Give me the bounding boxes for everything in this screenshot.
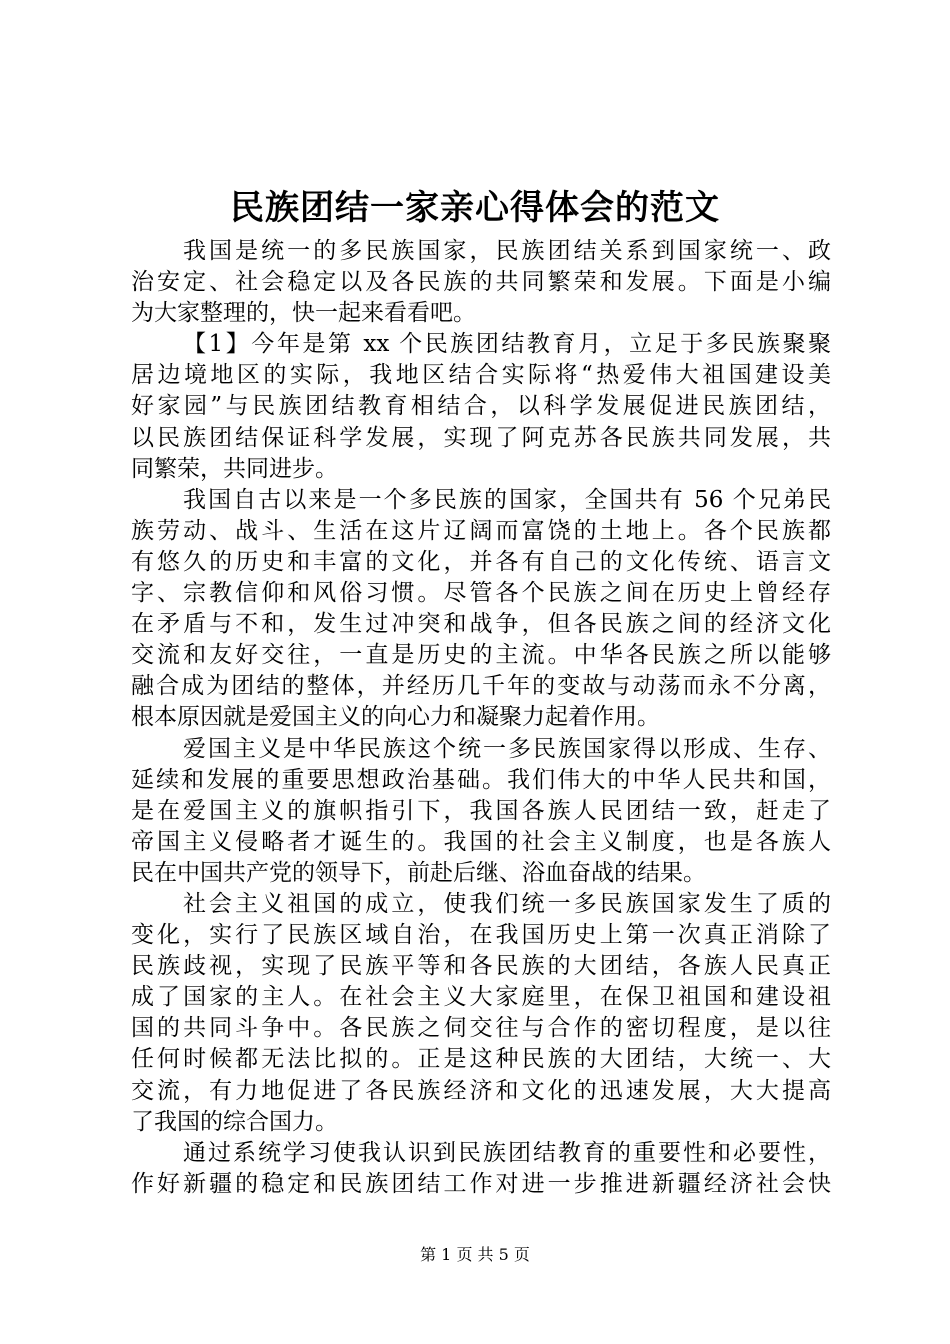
text-line: 社会主义祖国的成立，使我们统一多民族国家发生了质的: [183, 890, 831, 917]
text-line: 我国是统一的多民族国家，民族团结关系到国家统一、政: [183, 238, 831, 264]
text-line: 我国自古以来是一个多民族的国家，全国共有 56 个兄弟民: [183, 486, 831, 513]
paragraph: [131, 1138, 831, 1200]
text-line: 在矛盾与不和，发生过冲突和战争，但各民族之间的经济文化: [131, 611, 831, 638]
text-line: 字、宗教信仰和风俗习惯。尽管各个民族之间在历史上曾经存: [131, 580, 831, 607]
text-line: 治安定、社会稳定以及各民族的共同繁荣和发展。下面是小编: [131, 269, 831, 296]
text-line: 变化，实行了民族区域自治，在我国历史上第一次真正消除了: [131, 922, 831, 949]
text-line: 根本原因就是爱国主义的向心力和凝聚力起着作用。: [131, 704, 660, 731]
text-line: 任何时候都无法比拟的。正是这种民族的大团结，大统一、大: [131, 1046, 831, 1073]
text-line: 通过系统学习使我认识到民族团结教育的重要性和必要性，: [183, 1139, 831, 1166]
text-line: 帝国主义侵略者才诞生的。我国的社会主义制度，也是各族人: [131, 828, 831, 855]
text-line: 成了国家的主人。在社会主义大家庭里，在保卫祖国和建设祖: [131, 984, 831, 1011]
text-line: 融合成为团结的整体，并经历几千年的变故与动荡而永不分离，: [131, 673, 831, 700]
text-line: 民族歧视，实现了民族平等和各民族的大团结，各族人民真正: [131, 953, 831, 980]
text-line: 是在爱国主义的旗帜指引下，我国各族人民团结一致，赶走了: [131, 797, 831, 824]
document-title: 民族团结一家亲心得体会的范文: [230, 188, 720, 228]
text-line: 民在中国共产党的领导下，前赴后继、浴血奋战的结果。: [131, 859, 706, 886]
paragraph: [131, 236, 831, 329]
text-line: 交流和友好交往，一直是历史的主流。中华各民族之所以能够: [131, 642, 831, 669]
text-line: 爱国主义是中华民族这个统一多民族国家得以形成、生存、: [183, 735, 831, 762]
text-line: 以民族团结保证科学发展，实现了阿克苏各民族共同发展，共: [131, 424, 831, 451]
text-line: 同繁荣，共同进步。: [131, 455, 338, 482]
document-body: [131, 236, 831, 1200]
text-line: 族劳动、战斗、生活在这片辽阔而富饶的土地上。各个民族都: [131, 517, 831, 544]
text-line: 居边境地区的实际，我地区结合实际将“热爱伟大祖国建设美: [131, 362, 831, 389]
text-line: 有悠久的历史和丰富的文化，并各有自己的文化传统、语言文: [131, 548, 831, 575]
text-line: 交流，有力地促进了各民族经济和文化的迅速发展，大大提高: [131, 1077, 831, 1104]
text-line: 作好新疆的稳定和民族团结工作对进一步推进新疆经济社会快: [131, 1170, 831, 1197]
text-line: 国的共同斗争中。各民族之伺交往与合作的密切程度，是以往: [131, 1015, 831, 1042]
paragraph: [131, 485, 831, 734]
text-line: 了我国的综合国力。: [131, 1108, 338, 1135]
paragraph: [131, 329, 831, 484]
text-line: 好家园”与民族团结教育相结合，以科学发展促进民族团结，: [131, 393, 831, 420]
page-footer: 第 1 页 共 5 页: [420, 1245, 530, 1264]
text-line: 延续和发展的重要思想政治基础。我们伟大的中华人民共和国，: [131, 766, 831, 793]
text-line: 【1】今年是第 xx 个民族团结教育月，立足于多民族聚聚: [183, 331, 831, 358]
text-line: 为大家整理的，快一起来看看吧。: [131, 300, 476, 327]
paragraph: [131, 889, 831, 1138]
paragraph: [131, 734, 831, 889]
